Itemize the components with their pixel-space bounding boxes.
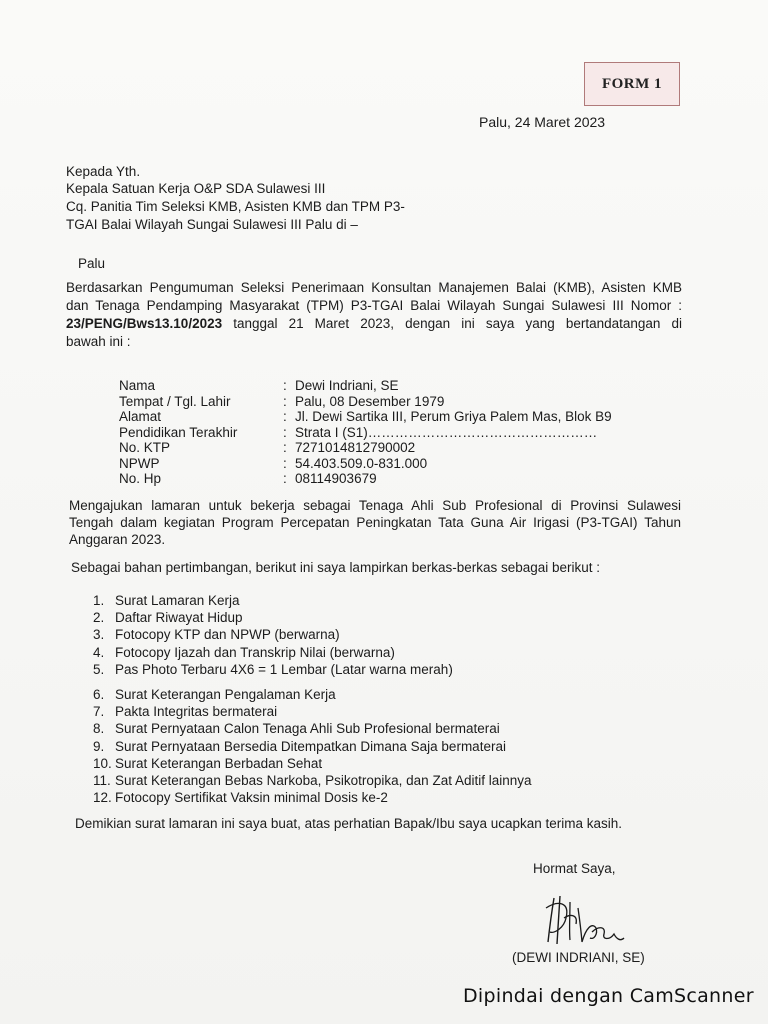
identity-value: Palu, 08 Desember 1979: [295, 393, 445, 409]
identity-colon: :: [283, 393, 287, 409]
attachment-item: [93, 661, 532, 678]
identity-row: [119, 456, 612, 472]
identity-row: [119, 425, 612, 441]
recipient-salutation: Kepada Yth.: [66, 164, 141, 179]
identity-colon: :: [283, 378, 287, 393]
attachment-number: 9.: [93, 738, 105, 754]
identity-value: 7271014812790002: [295, 440, 416, 455]
identity-table: [119, 378, 612, 487]
attachment-item: [93, 755, 532, 772]
identity-label: No. Hp: [119, 471, 162, 486]
attachment-item: [93, 592, 532, 609]
camscanner-watermark: Dipindai dengan CamScanner: [463, 985, 754, 1007]
attachment-number: 3.: [93, 627, 105, 643]
intro-paragraph: [66, 279, 682, 351]
attachment-item: [93, 609, 532, 626]
attachment-item: [93, 772, 532, 789]
identity-colon: :: [283, 471, 287, 486]
attachment-text: Surat Keterangan Berbadan Sehat: [115, 755, 323, 771]
recipient-title: Kepala Satuan Kerja O&P SDA Sulawesi III: [66, 181, 326, 196]
identity-colon: :: [283, 424, 287, 440]
announcement-number: 23/PENG/Bws13.10/2023: [66, 316, 223, 331]
form-label: FORM 1: [601, 75, 663, 92]
attachments-intro: Sebagai bahan pertimbangan, berikut ini saya lampirkan berkas-berkas sebagai berikut :: [71, 560, 601, 575]
identity-row: [119, 394, 612, 410]
identity-value: 08114903679: [295, 471, 377, 486]
attachment-text: Fotocopy KTP dan NPWP (berwarna): [115, 627, 340, 643]
closing-sentence: Demikian surat lamaran ini saya buat, atas perhatian Bapak/Ibu saya ucapkan terima kasih.: [75, 816, 623, 831]
attachment-number: 1.: [93, 593, 105, 608]
attachment-number: 2.: [93, 610, 105, 626]
attachment-text: Surat Lamaran Kerja: [115, 593, 240, 608]
intro-line-3-rest: tanggal 21 Maret 2023, dengan ini saya yang bertandatangan di: [222, 316, 682, 331]
attachment-number: 7.: [93, 704, 105, 720]
recipient-city: Palu: [78, 256, 106, 271]
application-line-3: Anggaran 2023.: [69, 532, 166, 547]
identity-value: 54.403.509.0-831.000: [295, 455, 428, 471]
identity-label: NPWP: [119, 455, 160, 471]
attachment-item: [93, 789, 532, 806]
form-label-box: [584, 62, 680, 106]
identity-label: No. KTP: [119, 440, 171, 455]
regards-line: Hormat Saya,: [533, 861, 616, 876]
attachment-number: 5.: [93, 661, 105, 677]
attachment-number: 4.: [93, 644, 105, 660]
attachment-text: Surat Keterangan Pengalaman Kerja: [115, 687, 336, 703]
identity-label: Tempat / Tgl. Lahir: [119, 393, 231, 409]
attachment-text: Surat Pernyataan Bersedia Ditempatkan Dimana Saja bermaterai: [115, 738, 506, 754]
attachment-item: [93, 738, 532, 755]
attachment-text: Fotocopy Sertifikat Vaksin minimal Dosis ke-2: [115, 790, 388, 806]
identity-value: Strata I (S1)……………………………………………: [295, 424, 598, 440]
application-paragraph: [69, 497, 681, 548]
attachment-number: 10.: [93, 755, 112, 771]
attachment-item: [93, 720, 532, 737]
attachment-text: Fotocopy Ijazah dan Transkrip Nilai (berwarna): [115, 644, 395, 660]
attachment-item: [93, 686, 532, 703]
attachment-text: Surat Keterangan Bebas Narkoba, Psikotropika, dan Zat Aditif lainnya: [115, 773, 532, 789]
letter-date: Palu, 24 Maret 2023: [479, 114, 606, 130]
identity-value: Dewi Indriani, SE: [295, 378, 399, 393]
attachment-number: 11.: [93, 773, 111, 789]
attachment-text: Daftar Riwayat Hidup: [115, 610, 243, 626]
attachment-item: [93, 626, 532, 643]
recipient-committee: Cq. Panitia Tim Seleksi KMB, Asisten KMB dan TPM P3-: [66, 199, 405, 214]
identity-value: Jl. Dewi Sartika III, Perum Griya Palem Mas, Blok B9: [295, 409, 612, 424]
attachment-item: [93, 644, 532, 661]
identity-label: Nama: [119, 378, 156, 393]
identity-colon: :: [283, 409, 287, 424]
identity-row: [119, 409, 612, 425]
application-line-2: Tengah dalam kegiatan Program Percepatan Peningkatan Tata Guna Air Irigasi (P3-TGAI) Tahun: [69, 515, 681, 530]
attachment-number: 8.: [93, 721, 105, 737]
attachment-text: Surat Pernyataan Calon Tenaga Ahli Sub Profesional bermaterai: [115, 721, 500, 737]
identity-label: Pendidikan Terakhir: [119, 424, 238, 440]
identity-row: [119, 378, 612, 394]
attachment-text: Pas Photo Terbaru 4X6 = 1 Lembar (Latar warna merah): [115, 661, 453, 677]
attachment-text: Pakta Integritas bermaterai: [115, 704, 278, 720]
intro-line-1: Berdasarkan Pengumuman Seleksi Penerimaan Konsultan Manajemen Balai (KMB), Asisten KMB: [66, 280, 682, 295]
attachment-number: 12.: [93, 790, 112, 806]
attachment-number: 6.: [93, 687, 105, 703]
signatory-name: (DEWI INDRIANI, SE): [512, 950, 645, 965]
recipient-office: TGAI Balai Wilayah Sungai Sulawesi III Palu di –: [66, 217, 358, 232]
attachment-item: [93, 703, 532, 720]
identity-row: [119, 440, 612, 456]
intro-line-4: bawah ini :: [66, 334, 131, 349]
intro-line-2: dan Tenaga Pendamping Masyarakat (TPM) P3-TGAI Balai Wilayah Sungai Sulawesi III Nomor :: [66, 298, 682, 313]
handwritten-signature: [540, 888, 630, 950]
identity-colon: :: [283, 440, 287, 455]
attachments-list: [93, 592, 532, 806]
identity-row: [119, 471, 612, 487]
application-line-1: Mengajukan lamaran untuk bekerja sebagai Tenaga Ahli Sub Profesional di Provinsi Sulawesi: [69, 498, 681, 513]
identity-colon: :: [283, 455, 287, 471]
intro-line-3: [66, 315, 682, 333]
identity-label: Alamat: [119, 409, 162, 424]
